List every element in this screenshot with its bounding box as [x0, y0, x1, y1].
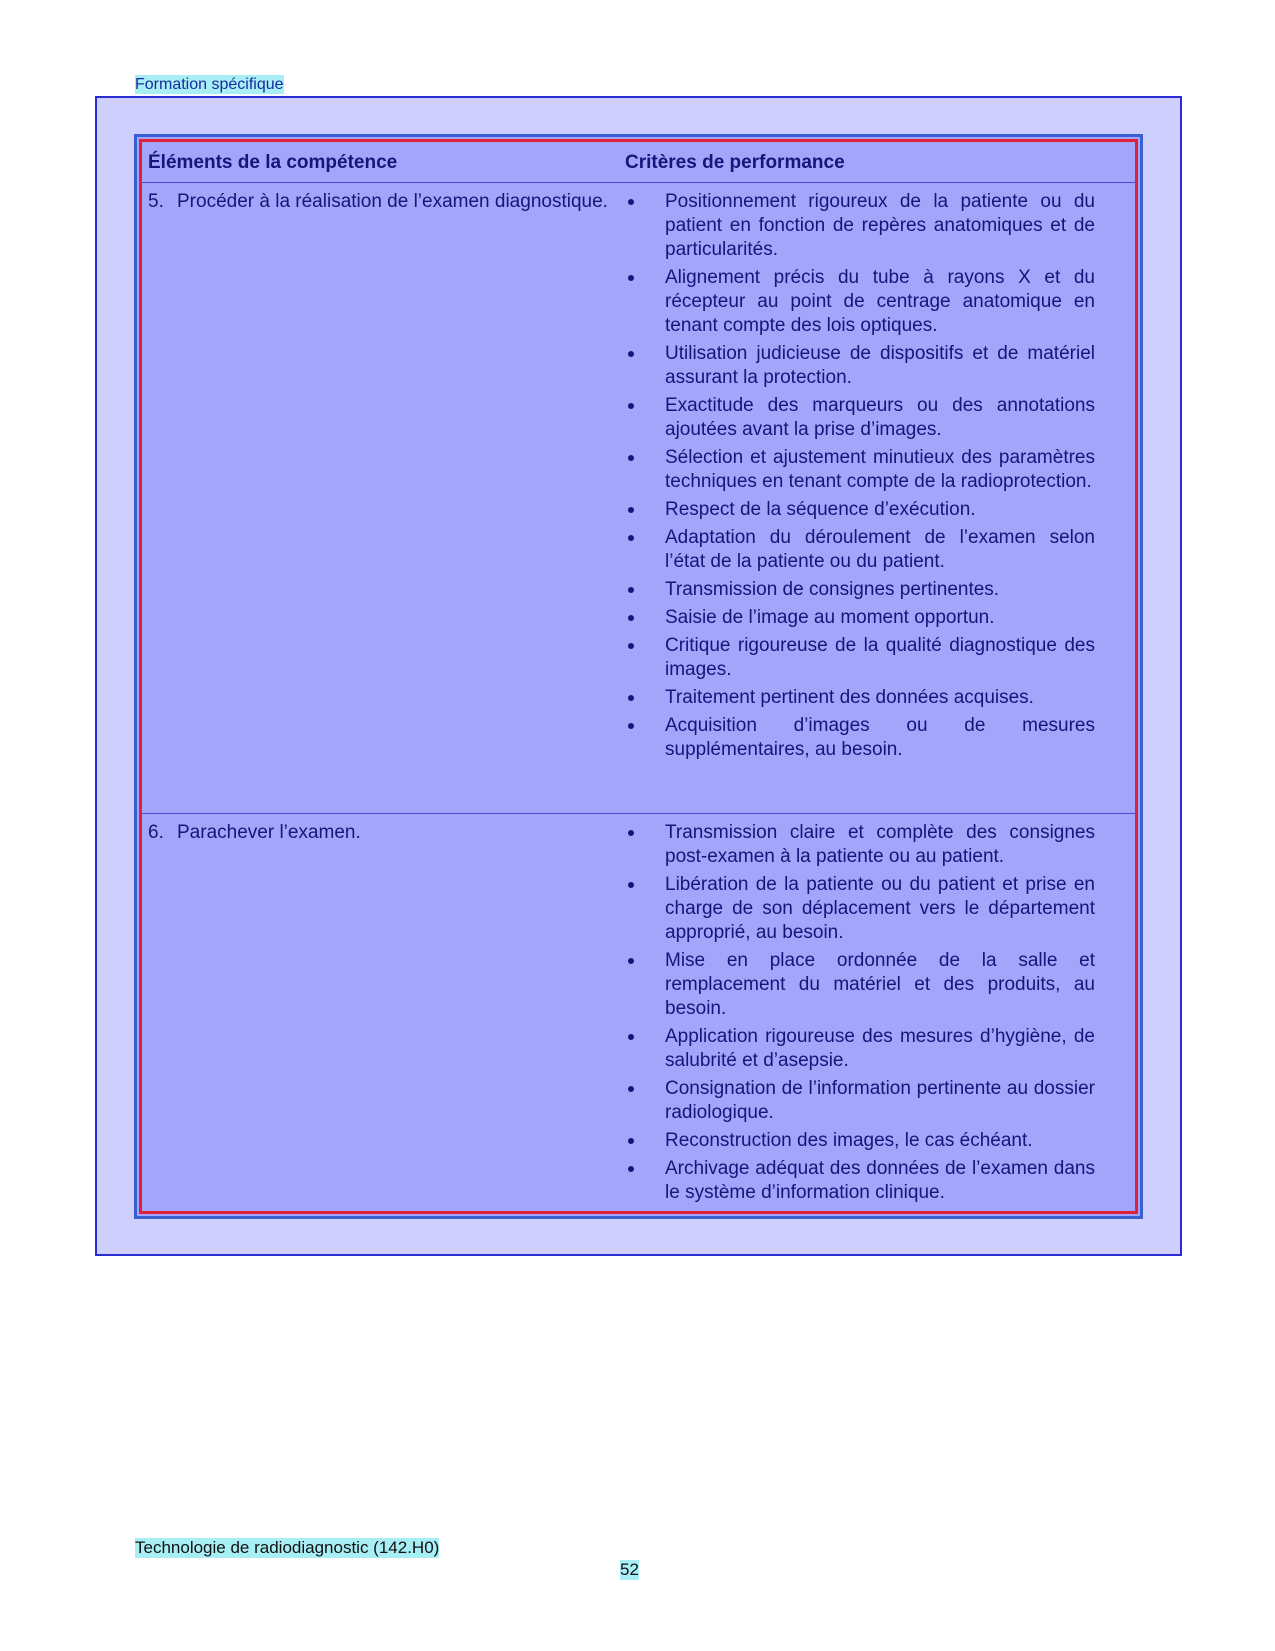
list-item: Positionnement rigoureux de la patiente ou du patient en fonction de repères anatomiques et de particularités. — [625, 190, 1095, 262]
table-header-row — [142, 142, 1135, 183]
list-item: Traitement pertinent des données acquises. — [625, 686, 1095, 710]
table-row — [142, 190, 1135, 768]
list-item: Exactitude des marqueurs ou des annotations ajoutées avant la prise d’images. — [625, 394, 1095, 442]
table-body — [139, 139, 1138, 1214]
list-item: Transmission claire et complète des consignes post-examen à la patiente ou au patient. — [625, 821, 1095, 869]
bullet-icon — [628, 1138, 634, 1144]
criteria-list — [625, 821, 1095, 1209]
bullet-icon — [628, 695, 634, 701]
bullet-icon — [628, 507, 634, 513]
list-item: Reconstruction des images, le cas échéant. — [625, 1129, 1095, 1153]
element-number: 6. — [148, 822, 164, 843]
list-item: Archivage adéquat des données de l’examen dans le système d’information clinique. — [625, 1157, 1095, 1205]
bullet-icon — [628, 643, 634, 649]
list-item: Saisie de l’image au moment opportun. — [625, 606, 1095, 630]
bullet-icon — [628, 1034, 634, 1040]
bullet-icon — [628, 455, 634, 461]
table-row — [142, 813, 1135, 1209]
bullet-icon — [628, 830, 634, 836]
list-item: Mise en place ordonnée de la salle et remplacement du matériel et des produits, au besoin. — [625, 949, 1095, 1021]
element-text: Parachever l’examen. — [177, 822, 361, 843]
competence-table — [134, 134, 1143, 1219]
element-number: 5. — [148, 191, 164, 212]
bullet-icon — [628, 275, 634, 281]
bullet-icon — [628, 882, 634, 888]
column-header-elements: Éléments de la compétence — [148, 152, 398, 173]
column-header-criteria: Critères de performance — [625, 152, 845, 173]
list-item: Critique rigoureuse de la qualité diagnostique des images. — [625, 634, 1095, 682]
bullet-icon — [628, 1086, 634, 1092]
page-number: 52 — [620, 1560, 639, 1579]
list-item: Application rigoureuse des mesures d’hygiène, de salubrité et d’asepsie. — [625, 1025, 1095, 1073]
list-item: Adaptation du déroulement de l’examen selon l’état de la patiente ou du patient. — [625, 526, 1095, 574]
list-item: Alignement précis du tube à rayons X et du récepteur au point de centrage anatomique en tenant compte des lois optiques. — [625, 266, 1095, 338]
bullet-icon — [628, 403, 634, 409]
page-header: Formation spécifique — [135, 76, 284, 93]
criteria-list — [625, 190, 1095, 766]
bullet-icon — [628, 615, 634, 621]
element-text: Procéder à la réalisation de l’examen diagnostique. — [177, 191, 608, 212]
bullet-icon — [628, 351, 634, 357]
bullet-icon — [628, 958, 634, 964]
bullet-icon — [628, 723, 634, 729]
list-item: Respect de la séquence d’exécution. — [625, 498, 1095, 522]
list-item: Transmission de consignes pertinentes. — [625, 578, 1095, 602]
list-item: Consignation de l’information pertinente au dossier radiologique. — [625, 1077, 1095, 1125]
footer-program: Technologie de radiodiagnostic (142.H0) — [135, 1538, 440, 1557]
list-item: Acquisition d’images ou de mesures supplémentaires, au besoin. — [625, 714, 1095, 762]
bullet-icon — [628, 535, 634, 541]
list-item: Utilisation judicieuse de dispositifs et de matériel assurant la protection. — [625, 342, 1095, 390]
list-item: Libération de la patiente ou du patient et prise en charge de son déplacement vers le département approprié, au besoin. — [625, 873, 1095, 945]
list-item: Sélection et ajustement minutieux des paramètres techniques en tenant compte de la radioprotection. — [625, 446, 1095, 494]
bullet-icon — [628, 199, 634, 205]
bullet-icon — [628, 1166, 634, 1172]
bullet-icon — [628, 587, 634, 593]
